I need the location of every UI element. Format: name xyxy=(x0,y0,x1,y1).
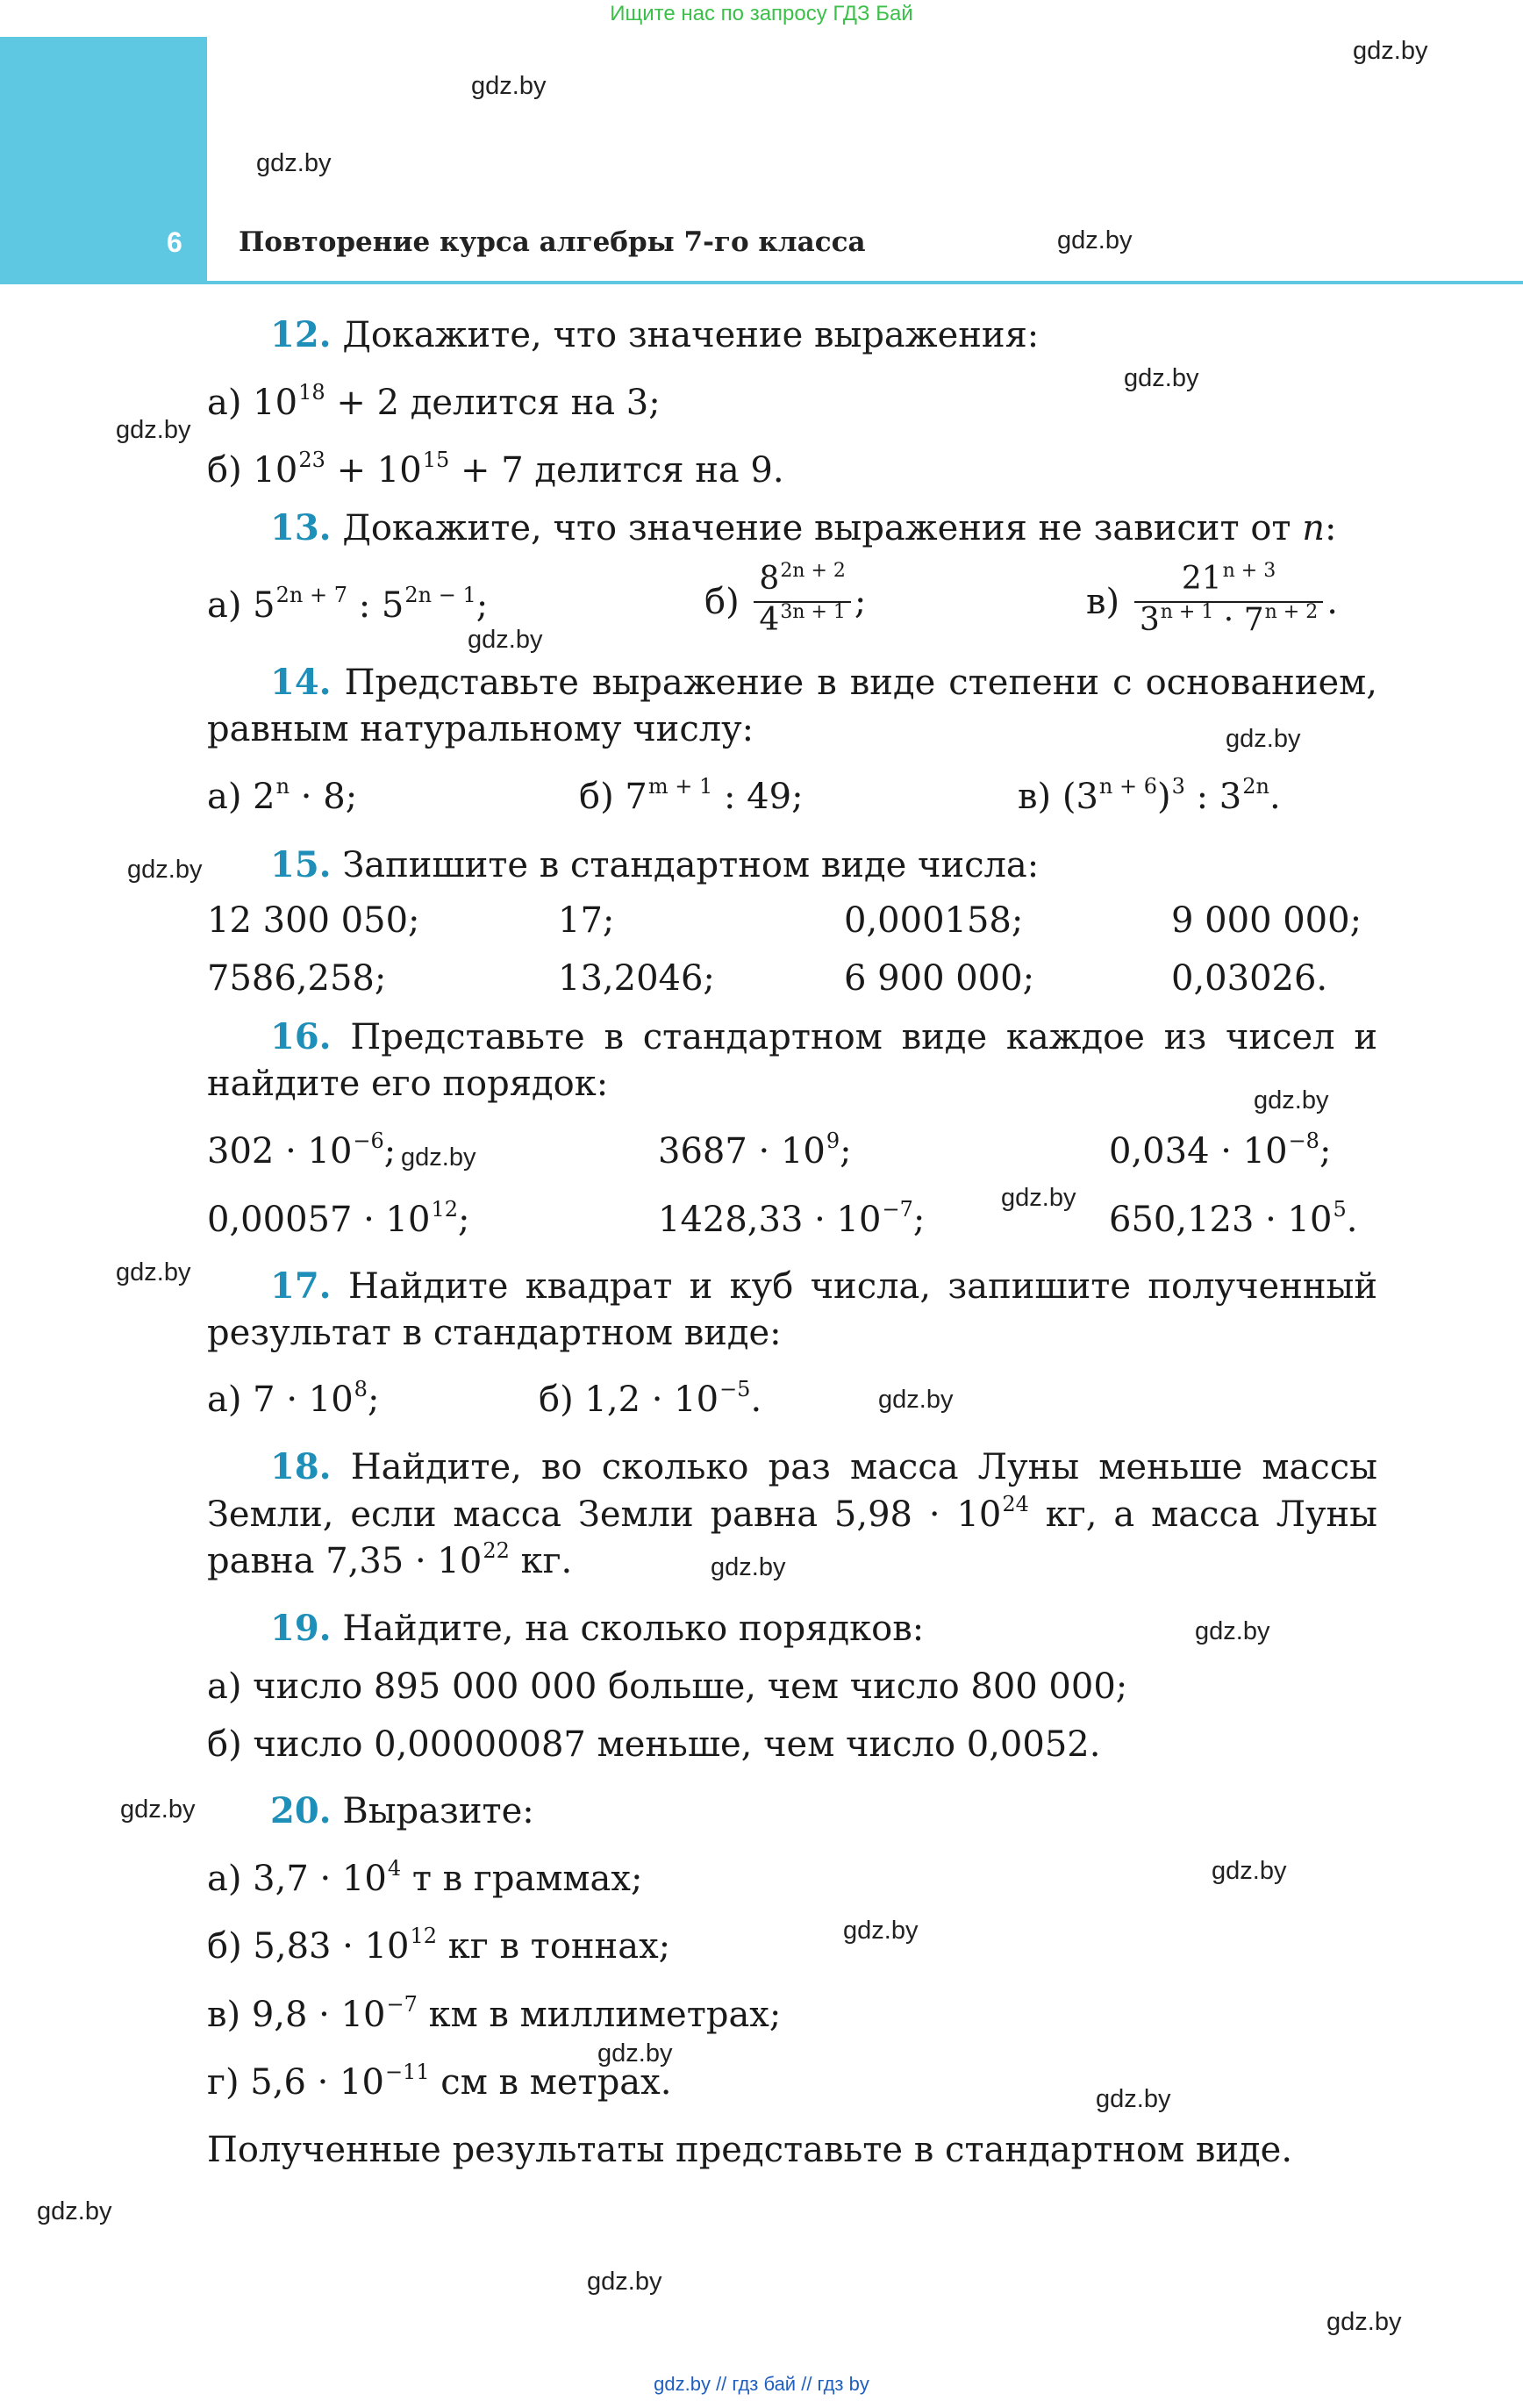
number-cell: 13,2046; xyxy=(558,958,715,999)
problem-15-statement: 15. Запишите в стандартном виде числа: xyxy=(270,844,1040,885)
problem-17-item-a: а) $7 \cdot 10^8$; xyxy=(207,1377,380,1420)
watermark: gdz.by xyxy=(37,2197,112,2225)
watermark: gdz.by xyxy=(1226,725,1301,753)
problem-17-item-b: б) $1,2 \cdot 10^{-5}$. xyxy=(539,1377,762,1420)
watermark: gdz.by xyxy=(1353,37,1428,65)
problem-12-statement xyxy=(270,312,1039,358)
problem-20-final-note: Полученные результаты представьте в стандартном виде. xyxy=(207,2130,1293,2170)
problem-14-statement-line1: 14. Представьте выражение в виде степени с основанием, xyxy=(270,662,1377,703)
problem-number: 18. xyxy=(270,1446,332,1487)
expression: $0,034 \cdot 10^{-8}$; xyxy=(1109,1129,1332,1172)
watermark: gdz.by xyxy=(116,416,191,444)
expression: $0,00057 \cdot 10^{12}$; xyxy=(207,1197,470,1240)
problem-20-item-b: б) $5,83 \cdot 10^{12}$ кг в тоннах; xyxy=(207,1924,671,1967)
problem-17-statement-line2: результат в стандартном виде: xyxy=(207,1313,782,1353)
problem-19-statement: 19. Найдите, на сколько порядков: xyxy=(270,1608,925,1649)
watermark: gdz.by xyxy=(597,2039,673,2068)
problem-12-item-a: а) $10^{18} + 2$ делится на 3; xyxy=(207,380,661,423)
problem-number: 12. xyxy=(270,314,332,355)
watermark: gdz.by xyxy=(471,72,547,100)
watermark: gdz.by xyxy=(401,1143,476,1172)
watermark: gdz.by xyxy=(127,856,203,884)
problem-18-statement-line2: Земли, если масса Земли равна $5,98 \cdot 10^{24}$ кг, а масса Луны xyxy=(207,1492,1378,1535)
watermark: gdz.by xyxy=(1124,364,1199,392)
top-banner: Ищите нас по запросу ГДЗ Бай xyxy=(610,2,913,25)
watermark: gdz.by xyxy=(256,149,332,177)
problem-number: 13. xyxy=(270,507,332,548)
expression: $3687 \cdot 10^9$; xyxy=(658,1129,852,1172)
number-cell: 0,000158; xyxy=(844,900,1024,941)
fraction: $\frac{8^{2n + 2}}{4^{3n + 1}}$ xyxy=(754,562,851,642)
watermark: gdz.by xyxy=(1057,226,1133,254)
watermark: gdz.by xyxy=(1195,1617,1270,1645)
problem-number: 17. xyxy=(270,1265,332,1307)
running-header-title: Повторение курса алгебры 7-го класса xyxy=(239,226,866,258)
problem-20-item-d: г) $5,6 \cdot 10^{-11}$ см в метрах. xyxy=(207,2060,672,2103)
problem-number: 16. xyxy=(270,1016,332,1057)
problem-number: 15. xyxy=(270,844,332,885)
watermark: gdz.by xyxy=(1326,2308,1402,2336)
problem-16-statement-line2: найдите его порядок: xyxy=(207,1064,609,1104)
fraction: $\frac{21^{n + 3}}{3^{n + 1} \cdot 7^{n + 2}}$ xyxy=(1134,562,1323,642)
problem-13-item-a: а) $5^{2n + 7}$ : $5^{2n - 1}$; xyxy=(207,583,489,626)
page-number: 6 xyxy=(167,226,182,258)
problem-20-item-c: в) $9,8 \cdot 10^{-7}$ км в миллиметрах; xyxy=(207,1992,782,2035)
problem-12-item-b: б) $10^{23} + 10^{15} + 7$ делится на 9. xyxy=(207,448,784,491)
problem-13-item-c: в) $\frac{21^{n + 3}}{3^{n + 1} \cdot 7^{n + 2}}$ . xyxy=(1086,562,1338,642)
problem-19-item-a: а) число 895 000 000 больше, чем число 800 000; xyxy=(207,1666,1128,1707)
problem-number: 14. xyxy=(270,662,332,703)
problem-14-item-b: б) $7^{m + 1}$ : 49; xyxy=(579,774,804,817)
expression: $302 \cdot 10^{-6}$; xyxy=(207,1129,397,1172)
number-cell: 12 300 050; xyxy=(207,900,420,941)
watermark: gdz.by xyxy=(843,1917,919,1945)
watermark: gdz.by xyxy=(1254,1086,1329,1114)
problem-14-item-c: в) $(3^{n + 6})^3$ : $3^{2n}$. xyxy=(1018,774,1281,817)
number-cell: 17; xyxy=(558,900,615,941)
watermark: gdz.by xyxy=(468,626,543,654)
expression: $650,123 \cdot 10^5$. xyxy=(1109,1197,1358,1240)
watermark: gdz.by xyxy=(878,1386,954,1414)
watermark: gdz.by xyxy=(1001,1184,1076,1212)
header-rule xyxy=(0,281,1523,284)
problem-number: 20. xyxy=(270,1790,332,1831)
problem-number: 19. xyxy=(270,1608,332,1649)
watermark: gdz.by xyxy=(120,1795,196,1824)
watermark: gdz.by xyxy=(587,2268,662,2296)
watermark: gdz.by xyxy=(711,1553,786,1581)
expression: $1428,33 \cdot 10^{-7}$; xyxy=(658,1197,926,1240)
problem-13-item-b: б) $\frac{8^{2n + 2}}{4^{3n + 1}}$ ; xyxy=(704,562,866,642)
problem-19-item-b: б) число 0,00000087 меньше, чем число 0,0052. xyxy=(207,1724,1101,1765)
watermark: gdz.by xyxy=(1212,1857,1287,1885)
problem-18-statement-line1: 18. Найдите, во сколько раз масса Луны меньше массы xyxy=(270,1446,1377,1487)
watermark: gdz.by xyxy=(1096,2085,1171,2113)
problem-text: Докажите, что значение выражения: xyxy=(342,315,1040,355)
number-cell: 7586,258; xyxy=(207,958,387,999)
number-cell: 6 900 000; xyxy=(844,958,1035,999)
problem-17-statement-line1: 17. Найдите квадрат и куб числа, запишите полученный xyxy=(270,1265,1378,1307)
number-cell: 9 000 000; xyxy=(1171,900,1362,941)
problem-18-statement-line3: равна $7,35 \cdot 10^{22}$ кг. xyxy=(207,1538,573,1581)
footer-links[interactable]: gdz.by // гдз бай // гдз by xyxy=(654,2373,869,2395)
number-cell: 0,03026. xyxy=(1171,958,1328,999)
problem-16-statement-line1: 16. Представьте в стандартном виде каждое из чисел и xyxy=(270,1016,1377,1057)
problem-text: Докажите, что значение выражения не зависит от xyxy=(342,508,1303,548)
problem-20-item-a: а) $3,7 \cdot 10^4$ т в граммах; xyxy=(207,1856,643,1899)
problem-14-item-a: а) $2^n \cdot 8$; xyxy=(207,774,358,817)
problem-20-statement: 20. Выразите: xyxy=(270,1790,534,1831)
problem-13-statement: 13. Докажите, что значение выражения не зависит от n: xyxy=(270,507,1337,548)
problem-14-statement-line2: равным натуральному числу: xyxy=(207,709,754,749)
watermark: gdz.by xyxy=(116,1258,191,1286)
